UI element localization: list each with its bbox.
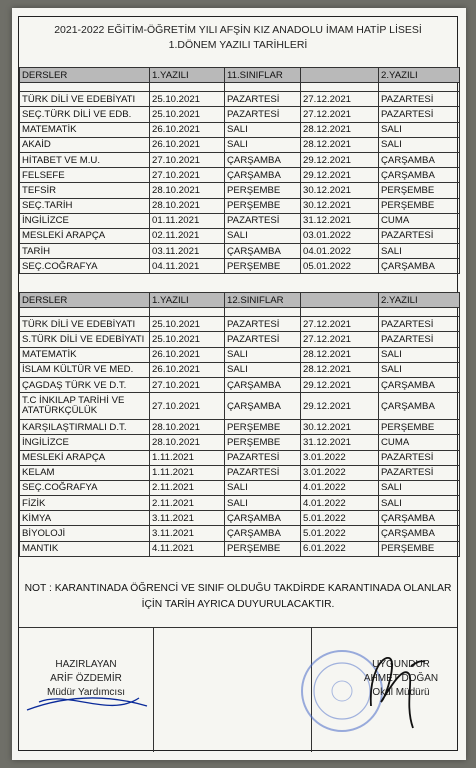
table-cell: PAZARTESİ [225, 317, 301, 332]
table-cell: 26.10.2021 [150, 347, 225, 362]
header-cell: 12.SINIFLAR [225, 293, 301, 308]
table-cell: İNGİLİZCE [20, 213, 150, 228]
table-cell: ÇARŞAMBA [225, 526, 301, 541]
table-cell: PAZARTESİ [379, 92, 460, 107]
table-cell: MESLEKİ ARAPÇA [20, 450, 150, 465]
table-cell: 27.12.2021 [301, 92, 379, 107]
empty-cell [225, 308, 301, 317]
table-cell: PERŞEMBE [225, 259, 301, 274]
table-cell: 28.10.2021 [150, 198, 225, 213]
table-row [20, 347, 460, 362]
table-cell: 26.10.2021 [150, 137, 225, 152]
table-cell: ÇARŞAMBA [225, 393, 301, 420]
table-cell: KELAM [20, 465, 150, 480]
table-cell: SEÇ.COĞRAFYA [20, 259, 150, 274]
table-cell: PERŞEMBE [379, 198, 460, 213]
table-cell: 04.11.2021 [150, 259, 225, 274]
table-cell: T.C İNKILAP TARİHİ VE ATATÜRKÇÜLÜK [20, 393, 150, 420]
table-cell: ÇARŞAMBA [379, 393, 460, 420]
table-cell: 2.11.2021 [150, 496, 225, 511]
empty-cell [150, 308, 225, 317]
table-cell: 27.10.2021 [150, 393, 225, 420]
header-cell [301, 68, 379, 83]
header-cell: DERSLER [20, 293, 150, 308]
table-row [20, 435, 460, 450]
table-cell: KARŞILAŞTIRMALI D.T. [20, 420, 150, 435]
table-cell: S.TÜRK DİLİ VE EDEBİYATI [20, 332, 150, 347]
table-cell: HİTABET VE M.U. [20, 152, 150, 167]
table-cell: PAZARTESİ [225, 107, 301, 122]
table-row [20, 526, 460, 541]
document-title [19, 23, 457, 53]
table-cell: 30.12.2021 [301, 420, 379, 435]
table-cell: 25.10.2021 [150, 107, 225, 122]
table-cell: PERŞEMBE [225, 198, 301, 213]
table-cell: 04.01.2022 [301, 244, 379, 259]
table-cell: 3.01.2022 [301, 450, 379, 465]
approver-title: UYGUNDUR [372, 659, 430, 670]
table-cell: SALI [225, 480, 301, 495]
preparer-name: ARİF ÖZDEMİR [50, 673, 122, 684]
table-cell: PERŞEMBE [379, 183, 460, 198]
table-cell: SALI [225, 122, 301, 137]
table-cell: SALI [379, 137, 460, 152]
document-page [12, 8, 466, 760]
table-cell: 6.01.2022 [301, 541, 379, 556]
table-cell: ÇAGDAŞ TÜRK VE D.T. [20, 377, 150, 392]
table-cell: 5.01.2022 [301, 526, 379, 541]
table-cell: PAZARTESİ [225, 465, 301, 480]
table-cell: 26.10.2021 [150, 362, 225, 377]
table-cell: SEÇ.TARİH [20, 198, 150, 213]
table-cell: PERŞEMBE [225, 435, 301, 450]
table-cell: SALI [225, 362, 301, 377]
table-cell: 30.12.2021 [301, 198, 379, 213]
table-cell: SALI [379, 496, 460, 511]
table-row [20, 511, 460, 526]
table-cell: PAZARTESİ [379, 228, 460, 243]
table-cell: SALI [379, 122, 460, 137]
table-cell: 4.11.2021 [150, 541, 225, 556]
table-cell: ÇARŞAMBA [379, 526, 460, 541]
table-cell: KİMYA [20, 511, 150, 526]
table-row [20, 317, 460, 332]
empty-cell [379, 308, 460, 317]
table-cell: 30.12.2021 [301, 183, 379, 198]
approver-cell [311, 628, 458, 752]
table-cell: 3.11.2021 [150, 511, 225, 526]
table-row [20, 122, 460, 137]
table-cell: PAZARTESİ [225, 450, 301, 465]
table-cell: PAZARTESİ [379, 450, 460, 465]
table-cell: 03.11.2021 [150, 244, 225, 259]
table-cell: ÇARŞAMBA [379, 511, 460, 526]
table-cell: TÜRK DİLİ VE EDEBİYATI [20, 92, 150, 107]
table-row [20, 92, 460, 107]
header-cell: 2.YAZILI [379, 293, 460, 308]
table-cell: 26.10.2021 [150, 122, 225, 137]
table-cell: 25.10.2021 [150, 92, 225, 107]
table-cell: 28.10.2021 [150, 435, 225, 450]
table-row [20, 541, 460, 556]
grade-11-schedule-table [19, 67, 460, 274]
exam-schedule-sheet [18, 16, 458, 751]
table-row [20, 244, 460, 259]
table-cell: PAZARTESİ [225, 213, 301, 228]
table-cell: SEÇ.TÜRK DİLİ VE EDB. [20, 107, 150, 122]
table-cell: 01.11.2021 [150, 213, 225, 228]
table-cell: CUMA [379, 435, 460, 450]
table-cell: 28.10.2021 [150, 420, 225, 435]
table-cell: ÇARŞAMBA [379, 259, 460, 274]
table-row [20, 198, 460, 213]
table-cell: 28.12.2021 [301, 122, 379, 137]
empty-cell [225, 83, 301, 92]
table-cell: MATEMATİK [20, 122, 150, 137]
table-cell: MESLEKİ ARAPÇA [20, 228, 150, 243]
table-cell: PAZARTESİ [225, 332, 301, 347]
table-cell: TÜRK DİLİ VE EDEBİYATI [20, 317, 150, 332]
table-cell: FELSEFE [20, 168, 150, 183]
approver-signature-icon [351, 636, 451, 736]
table-cell: SALI [379, 347, 460, 362]
table-cell: ÇARŞAMBA [379, 152, 460, 167]
title-line-school: 2021-2022 EĞİTİM-ÖĞRETİM YILI AFŞİN KIZ ANADOLU İMAM HATİP LİSESİ [54, 24, 422, 36]
table-cell: PAZARTESİ [379, 332, 460, 347]
table-cell: 28.12.2021 [301, 362, 379, 377]
empty-cell [301, 308, 379, 317]
table-cell: PAZARTESİ [379, 107, 460, 122]
table-cell: SEÇ.COĞRAFYA [20, 480, 150, 495]
table-cell: 4.01.2022 [301, 496, 379, 511]
empty-cell [150, 83, 225, 92]
quarantine-note [19, 581, 457, 613]
header-cell: 1.YAZILI [150, 68, 225, 83]
table-cell: PAZARTESİ [225, 92, 301, 107]
table-cell: 25.10.2021 [150, 332, 225, 347]
table-row [20, 259, 460, 274]
table-cell: 27.10.2021 [150, 168, 225, 183]
table-cell: 3.11.2021 [150, 526, 225, 541]
title-line-term: 1.DÖNEM YAZILI TARİHLERİ [168, 39, 308, 51]
note-line-2: İÇİN TARİH AYRICA DUYURULACAKTIR. [141, 599, 335, 610]
table-cell: ÇARŞAMBA [225, 152, 301, 167]
table-cell: 31.12.2021 [301, 435, 379, 450]
table-cell: 4.01.2022 [301, 480, 379, 495]
table-row [20, 228, 460, 243]
table-cell: PERŞEMBE [379, 541, 460, 556]
table-cell: 29.12.2021 [301, 168, 379, 183]
blank-signature-cell [153, 628, 312, 752]
table-row [20, 480, 460, 495]
table-row [20, 496, 460, 511]
spacer-row [20, 83, 460, 92]
table-cell: MANTIK [20, 541, 150, 556]
empty-cell [20, 308, 150, 317]
spacer-row [20, 308, 460, 317]
table-cell: 27.12.2021 [301, 317, 379, 332]
table-row [20, 332, 460, 347]
table-cell: MATEMATİK [20, 347, 150, 362]
table-cell: ÇARŞAMBA [379, 168, 460, 183]
table-cell: 03.01.2022 [301, 228, 379, 243]
table-cell: 1.11.2021 [150, 465, 225, 480]
table-cell: 28.10.2021 [150, 183, 225, 198]
table-cell: 27.10.2021 [150, 152, 225, 167]
header-cell: 1.YAZILI [150, 293, 225, 308]
note-line-1: NOT : KARANTINADA ÖĞRENCİ VE SINIF OLDUĞU TAKDİRDE KARANTINADA OLANLAR [24, 583, 452, 594]
table-row [20, 183, 460, 198]
table-cell: ÇARŞAMBA [225, 244, 301, 259]
preparer-cell [19, 628, 154, 752]
table-cell: 27.10.2021 [150, 377, 225, 392]
table-cell: 05.01.2022 [301, 259, 379, 274]
table-cell: 29.12.2021 [301, 393, 379, 420]
table-cell: 27.12.2021 [301, 332, 379, 347]
table-cell: 2.11.2021 [150, 480, 225, 495]
table-cell: PAZARTESİ [379, 317, 460, 332]
table-cell: ÇARŞAMBA [379, 377, 460, 392]
table-cell: PERŞEMBE [225, 541, 301, 556]
header-cell: 11.SINIFLAR [225, 68, 301, 83]
table-cell: SALI [225, 347, 301, 362]
table-row [20, 152, 460, 167]
table-row [20, 377, 460, 392]
table-cell: ÇARŞAMBA [225, 168, 301, 183]
preparer-signature-icon [19, 628, 153, 752]
table-row [20, 362, 460, 377]
approver-role: Okul Müdürü [372, 687, 430, 698]
header-cell [301, 293, 379, 308]
table-cell: 5.01.2022 [301, 511, 379, 526]
table-cell: FİZİK [20, 496, 150, 511]
table-cell: 25.10.2021 [150, 317, 225, 332]
table-cell: 29.12.2021 [301, 152, 379, 167]
table-cell: PERŞEMBE [225, 183, 301, 198]
table-cell: PERŞEMBE [225, 420, 301, 435]
table-cell: PERŞEMBE [379, 420, 460, 435]
table-cell: 3.01.2022 [301, 465, 379, 480]
table-cell: SALI [379, 480, 460, 495]
empty-cell [20, 83, 150, 92]
grade-12-schedule-table [19, 292, 460, 557]
table-cell: SALI [379, 362, 460, 377]
table-header-row [20, 293, 460, 308]
table-cell: TARİH [20, 244, 150, 259]
header-cell: 2.YAZILI [379, 68, 460, 83]
table-row [20, 168, 460, 183]
signature-row [19, 627, 457, 752]
table-cell: 29.12.2021 [301, 377, 379, 392]
table-cell: 31.12.2021 [301, 213, 379, 228]
table-cell: İNGİLİZCE [20, 435, 150, 450]
preparer-role: Müdür Yardımcısı [47, 687, 125, 698]
table-cell: BİYOLOJİ [20, 526, 150, 541]
table-row [20, 107, 460, 122]
table-cell: TEFSİR [20, 183, 150, 198]
approver-name: AHMET DOĞAN [363, 673, 439, 684]
table-cell: 1.11.2021 [150, 450, 225, 465]
table-cell: 28.12.2021 [301, 137, 379, 152]
table-row [20, 420, 460, 435]
table-cell: PAZARTESİ [379, 465, 460, 480]
table-cell: İSLAM KÜLTÜR VE MED. [20, 362, 150, 377]
table-cell: 27.12.2021 [301, 107, 379, 122]
table-cell: SALI [225, 496, 301, 511]
table-cell: 28.12.2021 [301, 347, 379, 362]
table-row [20, 465, 460, 480]
empty-cell [301, 83, 379, 92]
table-cell: ÇARŞAMBA [225, 377, 301, 392]
preparer-title: HAZIRLAYAN [55, 659, 117, 670]
table-row [20, 137, 460, 152]
table-cell: SALI [379, 244, 460, 259]
table-cell: SALI [225, 137, 301, 152]
table-row [20, 213, 460, 228]
empty-cell [379, 83, 460, 92]
table-header-row [20, 68, 460, 83]
table-cell: SALI [225, 228, 301, 243]
table-cell: CUMA [379, 213, 460, 228]
table-row [20, 393, 460, 420]
table-row [20, 450, 460, 465]
table-cell: 02.11.2021 [150, 228, 225, 243]
header-cell: DERSLER [20, 68, 150, 83]
table-cell: ÇARŞAMBA [225, 511, 301, 526]
table-cell: AKAİD [20, 137, 150, 152]
